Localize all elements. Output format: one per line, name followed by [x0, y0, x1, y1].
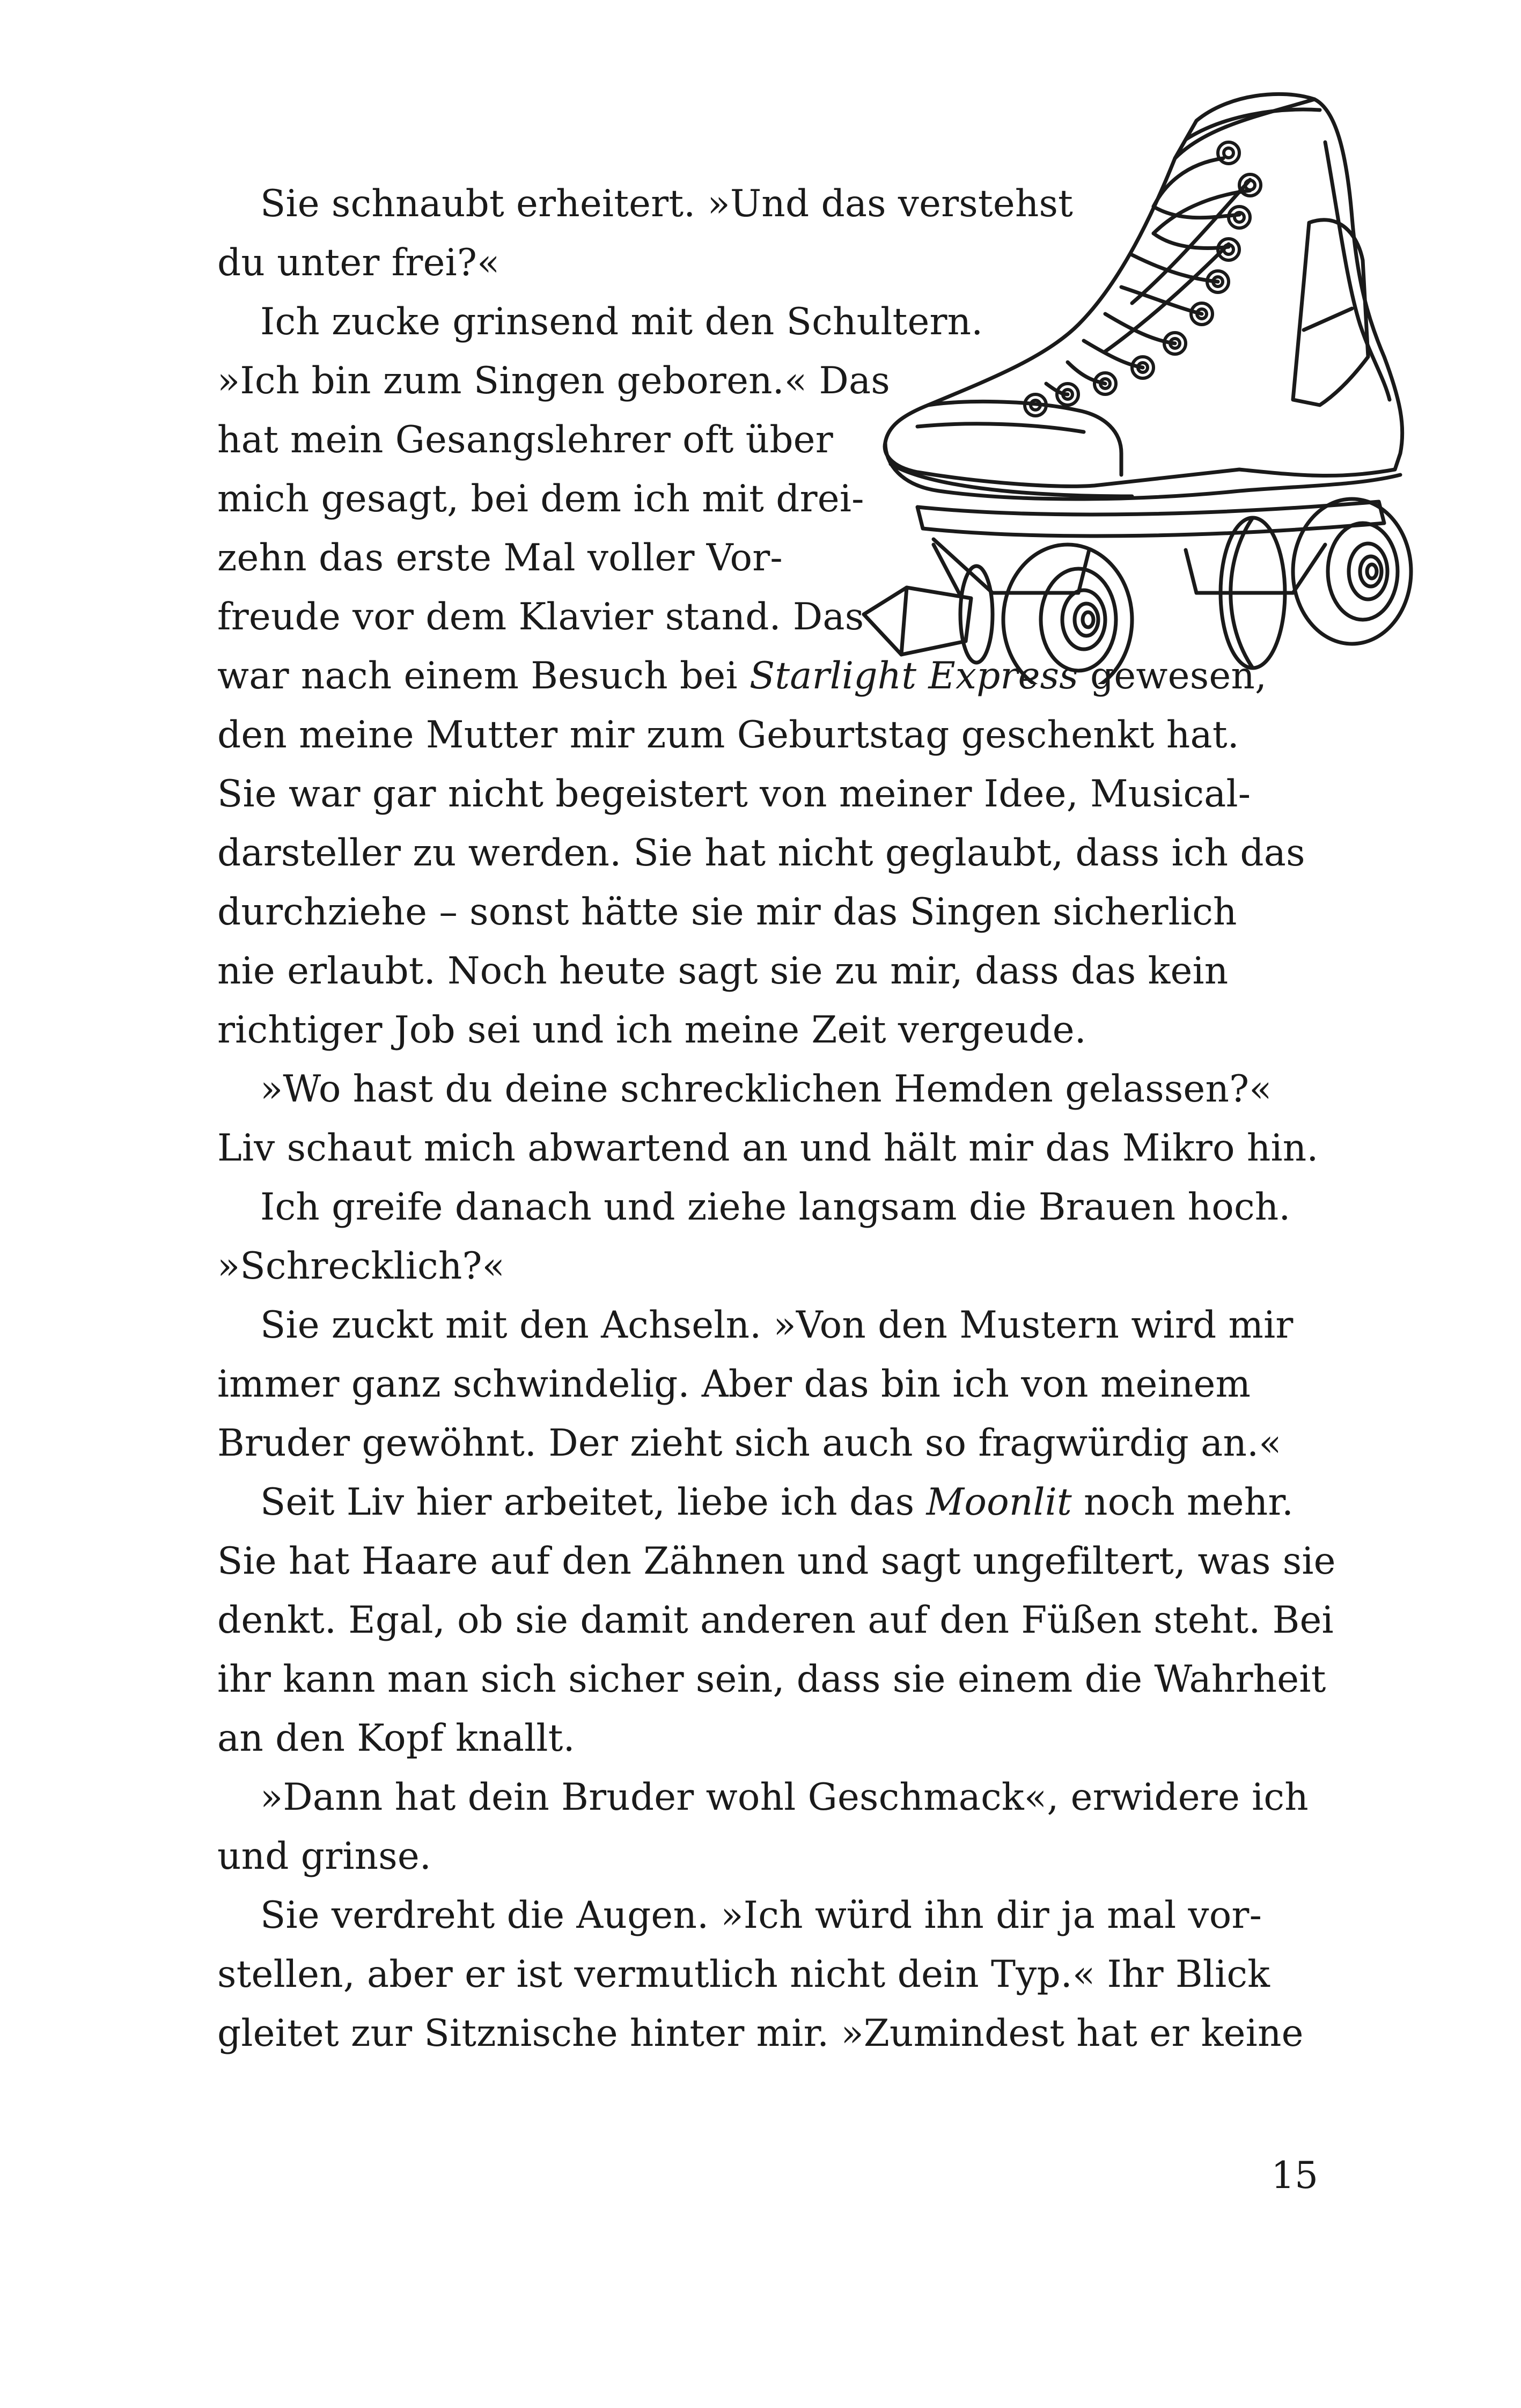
text-line: »Schrecklich?« [217, 1245, 505, 1288]
text-line: Sie war gar nicht begeistert von meiner Idee, Musical- [217, 773, 1251, 816]
text-line [260, 1473, 1294, 1532]
title-starlight-express: Starlight Express [749, 655, 1078, 698]
text-line: stellen, aber er ist vermutlich nicht dein Typ.« Ihr Blick [217, 1953, 1270, 1996]
text-line: Bruder gewöhnt. Der zieht sich auch so fragwürdig an.« [217, 1422, 1282, 1465]
text-line: an den Kopf knallt. [217, 1717, 575, 1760]
roller-skate-icon [853, 78, 1443, 684]
text-line: mich gesagt, bei dem ich mit drei- [217, 478, 864, 520]
text-run: Seit Liv hier arbeitet, liebe ich das [260, 1481, 927, 1524]
text-run: noch mehr. [1071, 1481, 1294, 1524]
name-moonlit: Moonlit [926, 1481, 1072, 1524]
text-line: Sie verdreht die Augen. »Ich würd ihn dir ja mal vor- [260, 1894, 1262, 1937]
text-line: nie erlaubt. Noch heute sagt sie zu mir, dass das kein [217, 950, 1229, 993]
text-line: hat mein Gesangslehrer oft über [217, 419, 833, 461]
text-line: Ich zucke grinsend mit den Schultern. [260, 300, 983, 343]
text-line: zehn das erste Mal voller Vor- [217, 537, 783, 579]
text-run: war nach einem Besuch bei [217, 655, 750, 698]
text-line: gleitet zur Sitznische hinter mir. »Zumindest hat er keine [217, 2012, 1304, 2055]
text-line: »Wo hast du deine schrecklichen Hemden gelassen?« [260, 1068, 1272, 1111]
text-line: durchziehe – sonst hätte sie mir das Singen sicherlich [217, 891, 1237, 934]
text-line: denkt. Egal, ob sie damit anderen auf den Füßen steht. Bei [217, 1599, 1334, 1642]
text-line [217, 647, 1267, 706]
text-line: »Dann hat dein Bruder wohl Geschmack«, erwidere ich [260, 1776, 1309, 1819]
text-line: freude vor dem Klavier stand. Das [217, 596, 864, 638]
text-line: Sie hat Haare auf den Zähnen und sagt ungefiltert, was sie [217, 1540, 1336, 1583]
text-line: darsteller zu werden. Sie hat nicht geglaubt, dass ich das [217, 832, 1305, 875]
text-line: den meine Mutter mir zum Geburtstag geschenkt hat. [217, 714, 1239, 757]
text-line: und grinse. [217, 1835, 432, 1878]
text-line: Sie schnaubt erheitert. »Und das verstehst [260, 182, 1074, 225]
text-line: ihr kann man sich sicher sein, dass sie einem die Wahrheit [217, 1658, 1326, 1701]
text-line: immer ganz schwindelig. Aber das bin ich von meinem [217, 1363, 1251, 1406]
text-line: richtiger Job sei und ich meine Zeit vergeude. [217, 1009, 1086, 1052]
text-line: du unter frei?« [217, 241, 500, 284]
text-run: gewesen, [1078, 655, 1267, 698]
text-line: Sie zuckt mit den Achseln. »Von den Mustern wird mir [260, 1304, 1294, 1347]
text-line: Liv schaut mich abwartend an und hält mir das Mikro hin. [217, 1127, 1319, 1170]
text-line: »Ich bin zum Singen geboren.« Das [217, 359, 890, 402]
page-number: 15 [1271, 2154, 1318, 2197]
text-line: Ich greife danach und ziehe langsam die Brauen hoch. [260, 1186, 1291, 1229]
